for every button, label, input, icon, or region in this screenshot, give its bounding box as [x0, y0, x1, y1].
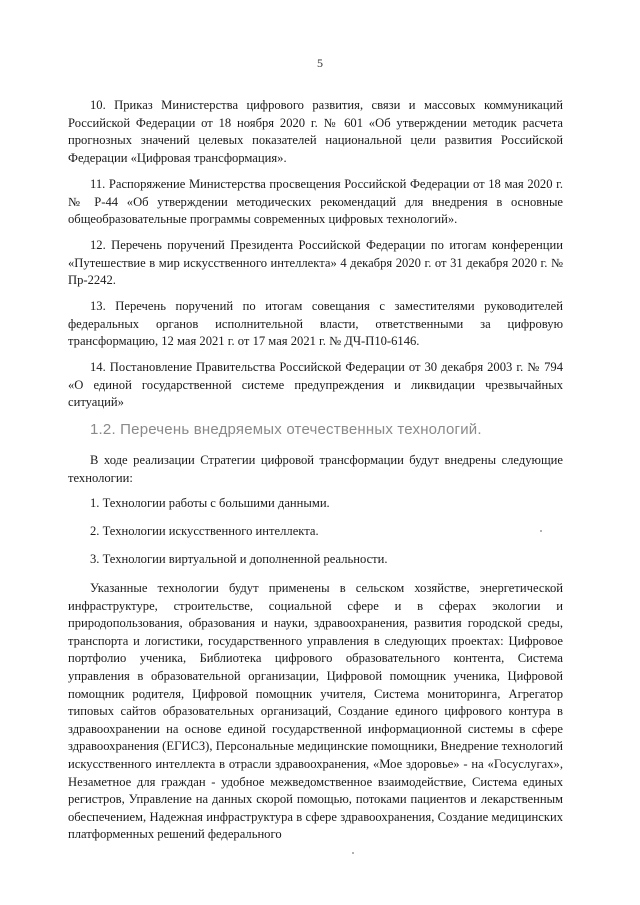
list-item-11: 11. Распоряжение Министерства просвещения Российской Федерации от 18 мая 2020 г. № Р-44 «Об утверждении методических рекомендаций для внедрения в основные общеобразовательные программы современных цифровых технологий». [68, 177, 563, 227]
technology-item-1: 1. Технологии работы с большими данными. [90, 496, 330, 510]
technology-item-2: 2. Технологии искусственного интеллекта. [90, 524, 319, 538]
scan-speck [540, 530, 542, 532]
page-number: 5 [317, 56, 323, 70]
scan-speck [352, 852, 354, 854]
intro-paragraph: В ходе реализации Стратегии цифровой трансформации будут внедрены следующие технологии: [68, 453, 563, 485]
list-item-14: 14. Постановление Правительства Российской Федерации от 30 декабря 2003 г. № 794 «О единой государственной системе предупреждения и ликвидации чрезвычайных ситуаций» [68, 360, 563, 410]
list-item-13: 13. Перечень поручений по итогам совещания с заместителями руководителей федеральных органов исполнительной власти, ответственными за цифровую трансформацию, 12 мая 2021 г. от 17 мая 2021 г. № ДЧ-П10-6146. [68, 299, 563, 349]
list-item-12: 12. Перечень поручений Президента Российской Федерации по итогам конференции «Путешествие в мир искусственного интеллекта» 4 декабря 2020 г. от 31 декабря 2020 г. № Пр-2242. [68, 238, 563, 288]
list-item-10: 10. Приказ Министерства цифрового развития, связи и массовых коммуникаций Российской Федерации от 18 ноября 2020 г. № 601 «Об утверждении методик расчета прогнозных значений целевых показателей национальной цели развития Российской Федерации «Цифровая трансформация». [68, 98, 563, 165]
final-paragraph: Указанные технологии будут применены в сельском хозяйстве, энергетической инфраструктуре, строительстве, социальной сфере и в сферах экологии и природопользования, образования и науки, здравоохранения, развития городской среды, транспорта и логистики, государственного управления в следующих проектах: Цифровое портфолио ученика, Библиотека цифрового образовательного контента, Система управления в образовательной организации, Цифровой помощник ученика, Цифровой помощник родителя, Цифровой помощник учителя, Система мониторинга, Агрегатор типовых сайтов образовательных организаций, Создание единого цифрового контура в здравоохранении на основе единой государственной информационной системы в сфере здравоохранения (ЕГИСЗ), Персональные медицинские помощники, Внедрение технологий искусственного интеллекта в отрасли здравоохранения, «Мое здоровье» - на «Госуслугах», Незаметное для граждан - удобное межведомственное взаимодействие, Система единых регистров, Управление на данных скорой помощью, потоками пациентов и лекарственным обеспечением, Надежная инфраструктура в сфере здравоохранения, Создание медицинских платформенных решений федерального [68, 581, 563, 842]
section-heading: 1.2. Перечень внедряемых отечественных технологий. [90, 421, 482, 438]
technology-item-3: 3. Технологии виртуальной и дополненной реальности. [90, 552, 388, 566]
